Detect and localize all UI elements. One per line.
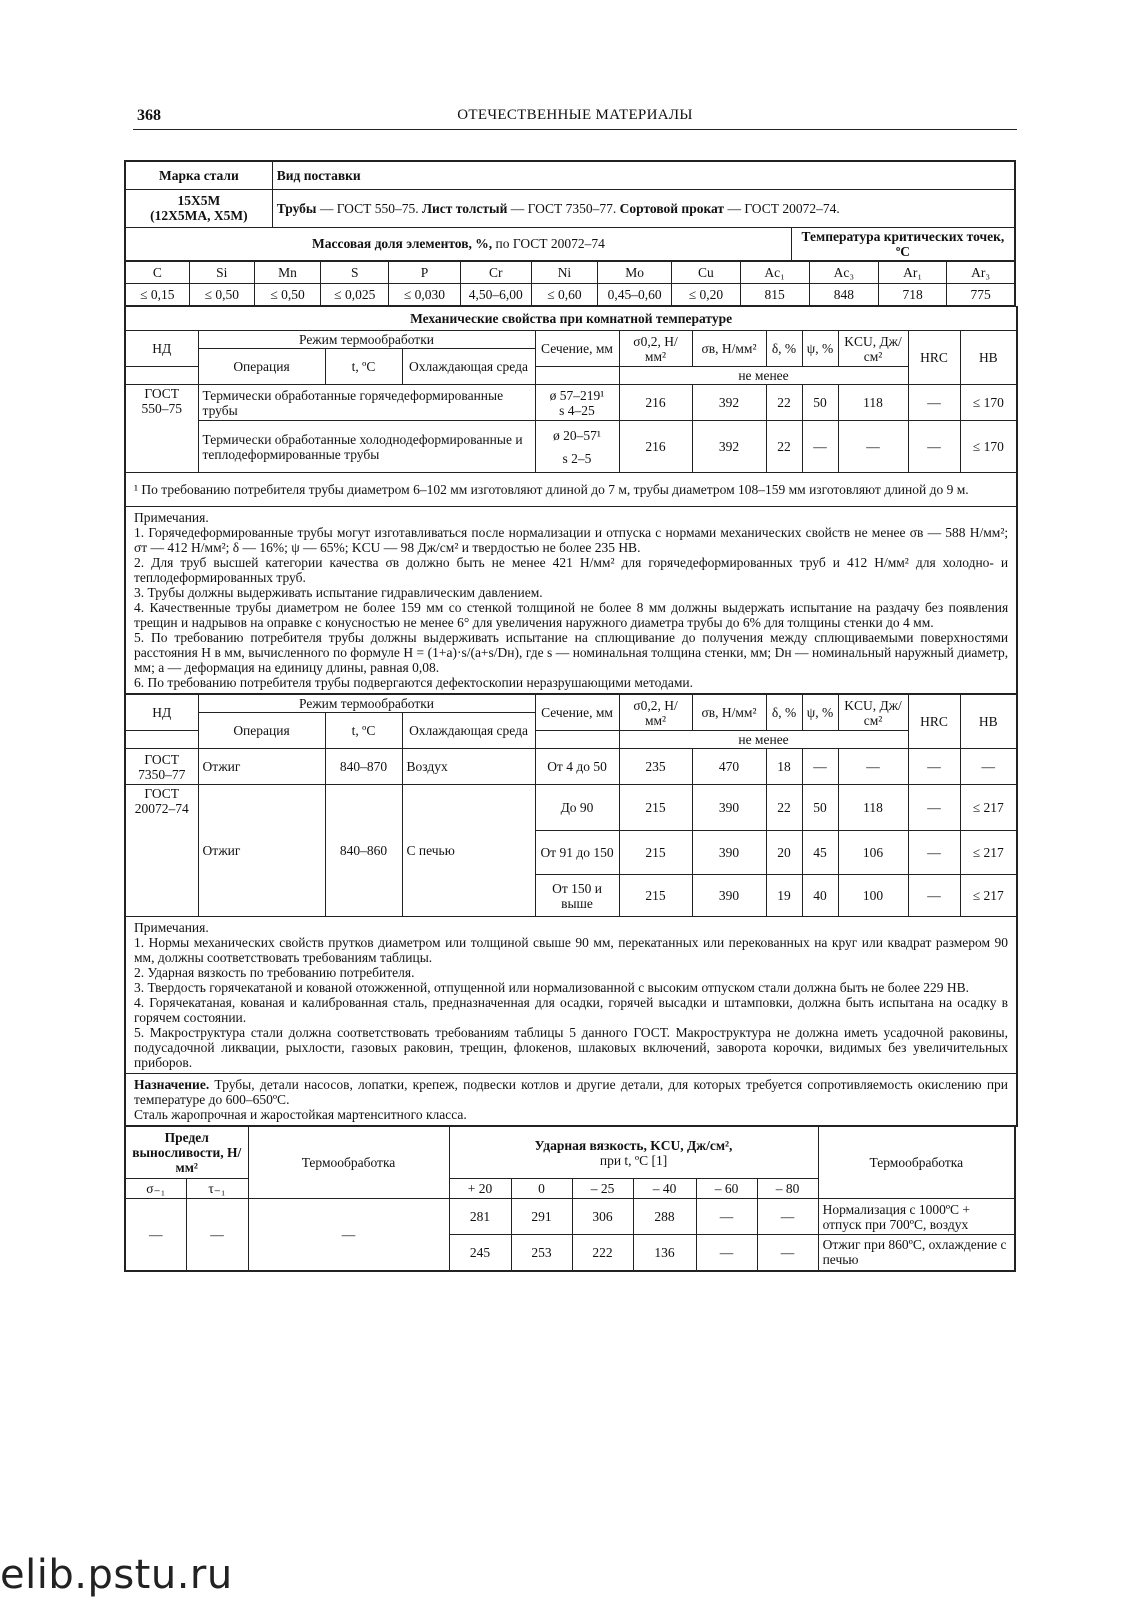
col-hb: НВ [960, 695, 1017, 749]
page-number: 368 [137, 107, 161, 124]
row-delta: 20 [766, 831, 802, 875]
note-line: Примечания. [134, 510, 209, 525]
tau-header: τ₋₁ [186, 1179, 248, 1199]
note-line: 3. Твердость горячекатаной и кованой отожженной, отпущенной или нормализованной с высоким отпуском стали должна быть не более 229 НВ. [134, 980, 970, 995]
page-header [133, 107, 1017, 130]
element-header: Ni [531, 262, 597, 284]
grade-label: Марка стали [125, 161, 272, 189]
note-line: 4. Горячекатаная, кованая и калиброванная сталь, предназначенная для осадки, горячей высадки и штамповки, должна быть испытана на осадку в горячем состоянии. [134, 995, 1009, 1025]
element-value: 0,45–0,60 [598, 284, 672, 306]
col-mode: Режим термообработки [198, 331, 535, 349]
col-section: Сечение, мм [535, 331, 619, 367]
element-header: C [125, 262, 189, 284]
mech-title: Механические свойства при комнатной температуре [125, 307, 1017, 331]
temp-header: 0 [511, 1179, 572, 1199]
row-kcu: 118 [838, 385, 908, 421]
element-header: S [321, 262, 389, 284]
row-psi: — [802, 421, 838, 473]
element-header: P [389, 262, 460, 284]
col-sb: σв, Н/мм² [692, 695, 766, 731]
element-header: Si [189, 262, 254, 284]
row-hb: ≤ 170 [960, 385, 1017, 421]
note-line: 4. Качественные трубы диаметром не более 159 мм со стенкой толщиной не более 8 мм должны выдержать испытание на раздачу без появления трещин и надрывов на оправке с конусностью не менее 6° для увеличения наружного диаметра трубы до 6% для толщины стенки до 4 мм. [134, 600, 1009, 630]
row-hrc: — [908, 875, 960, 917]
row-section: До 90 [535, 785, 619, 831]
col-cooling: Охлаждающая среда [402, 349, 535, 385]
element-value: ≤ 0,50 [189, 284, 254, 306]
kcu-value: — [696, 1199, 757, 1235]
row-cooling: С печью [402, 785, 535, 917]
heat-treatment-header-2: Термообработка [818, 1127, 1015, 1199]
row-kcu: — [838, 749, 908, 785]
row-cooling: Воздух [402, 749, 535, 785]
critical-points-title: Температура критических точек, ºС [791, 227, 1015, 261]
element-value: ≤ 0,20 [672, 284, 740, 306]
fatigue-limit-header: Предел выносливости, Н/мм² [125, 1127, 248, 1179]
col-operation: Операция [198, 713, 325, 749]
col-nd: НД [125, 331, 198, 367]
kcu-value: 136 [633, 1235, 696, 1271]
row-section: ø 20–57¹ s 2–5 [535, 421, 619, 473]
heat-treatment-value: Нормализация с 1000ºС + отпуск при 700ºС, воздух [818, 1199, 1015, 1235]
element-value: ≤ 0,60 [531, 284, 597, 306]
footnote: ¹ По требованию потребителя трубы диаметром 6–102 мм изготовляют длиной до 7 м, трубы диаметром 108–159 мм изготовляют длиной до 9 м. [125, 473, 1017, 507]
crit-point-header: Ar₃ [947, 262, 1015, 284]
row-section: От 150 и выше [535, 875, 619, 917]
element-header: Cu [672, 262, 740, 284]
note-line: 1. Нормы механических свойств прутков диаметром или толщиной свыше 90 мм, перекатанных или перекованных на круг или квадрат размером 90 мм, должны соответствовать требованиям таблицы. [134, 935, 1009, 965]
col-temp: t, ºС [325, 713, 402, 749]
note-line: 5. По требованию потребителя трубы должны выдерживать испытание на сплющивание до получения между сплющиваемыми поверхностями расстояния H в мм, вычисленного по формуле H = (1+a)·s/(a+s/Dн), где s — номинальная толщина стенки, мм; Dн — номинальный наружный диаметр, мм; a — деформация на единицу длины, равная 0,08. [134, 630, 1009, 675]
row-hrc: — [908, 831, 960, 875]
nd-cell: ГОСТ 7350–77 [125, 749, 198, 785]
row-s02: 215 [619, 875, 692, 917]
grade-name: 15Х5М (12Х5МА, Х5М) [125, 189, 272, 227]
min-label: не менее [619, 731, 908, 749]
element-value: ≤ 0,15 [125, 284, 189, 306]
row-psi: — [802, 749, 838, 785]
kcu-value: — [757, 1235, 818, 1271]
row-sb: 390 [692, 831, 766, 875]
purpose: Назначение. Трубы, детали насосов, лопатки, крепеж, подвески котлов и другие детали, для которых требуется сопротивляемость окислению при температуре до 600–650ºС. Сталь жаропрочная и жаростойкая мартенситного класса. [125, 1074, 1017, 1127]
kcu-value: 291 [511, 1199, 572, 1235]
crit-point-header: Ac₁ [740, 262, 809, 284]
steel-data-table [124, 160, 1016, 262]
crit-point-value: 775 [947, 284, 1015, 306]
col-nd: НД [125, 695, 198, 731]
nd-cell: ГОСТ 20072–74 [125, 785, 198, 917]
row-hrc: — [908, 421, 960, 473]
row-s02: 215 [619, 785, 692, 831]
col-delta: δ, % [766, 331, 802, 367]
row-kcu: 100 [838, 875, 908, 917]
heat-treatment-header: Термообработка [248, 1127, 449, 1199]
row-delta: 22 [766, 785, 802, 831]
row-op: Отжиг [198, 785, 325, 917]
min-label: не менее [619, 367, 908, 385]
row-hb: ≤ 170 [960, 421, 1017, 473]
row-hrc: — [908, 785, 960, 831]
row-delta: 22 [766, 385, 802, 421]
note-line: Примечания. [134, 920, 209, 935]
kcu-value: 245 [449, 1235, 511, 1271]
element-value: ≤ 0,50 [254, 284, 320, 306]
temp-header: – 80 [757, 1179, 818, 1199]
col-psi: ψ, % [802, 695, 838, 731]
row-temp: 840–860 [325, 785, 402, 917]
row-delta: 19 [766, 875, 802, 917]
notes-2 [125, 917, 1017, 1074]
col-sb: σв, Н/мм² [692, 331, 766, 367]
col-cooling: Охлаждающая среда [402, 713, 535, 749]
col-kcu: KCU, Дж/см² [838, 331, 908, 367]
col-delta: δ, % [766, 695, 802, 731]
row-hb: ≤ 217 [960, 831, 1017, 875]
element-value: ≤ 0,025 [321, 284, 389, 306]
row-hrc: — [908, 749, 960, 785]
kcu-value: 306 [572, 1199, 633, 1235]
row-kcu: — [838, 421, 908, 473]
element-value: ≤ 0,030 [389, 284, 460, 306]
temp-header: – 60 [696, 1179, 757, 1199]
element-header: Cr [460, 262, 531, 284]
kcu-value: 288 [633, 1199, 696, 1235]
col-section: Сечение, мм [535, 695, 619, 731]
row-section: ø 57–219¹ s 4–25 [535, 385, 619, 421]
supply-text: Трубы — ГОСТ 550–75. Лист толстый — ГОСТ 7350–77. Сортовой прокат — ГОСТ 20072–74. [272, 189, 1015, 227]
crit-point-header: Ar₁ [878, 262, 946, 284]
row-s02: 216 [619, 385, 692, 421]
note-line: 5. Макроструктура стали должна соответствовать требованиям таблицы 5 данного ГОСТ. Макроструктура не должна иметь усадочной раковины, подусадочной ликвации, рыхлости, газовых раковин, трещин, флокенов, шлаковых включений, заворота корочки, видимых без увеличительных приборов. [134, 1025, 1009, 1070]
row-section: От 4 до 50 [535, 749, 619, 785]
row-s02: 216 [619, 421, 692, 473]
col-mode: Режим термообработки [198, 695, 535, 713]
kcu-header: Ударная вязкость, KCU, Дж/см², при t, ºС [1] [449, 1127, 818, 1179]
composition-title: Массовая доля элементов, %, по ГОСТ 20072–74 [125, 227, 791, 261]
col-hrc: HRC [908, 331, 960, 385]
row-delta: 18 [766, 749, 802, 785]
sigma-value: — [125, 1199, 186, 1271]
row-psi: 45 [802, 831, 838, 875]
watermark: elib.pstu.ru [0, 1552, 233, 1598]
col-hb: НВ [960, 331, 1017, 385]
row-delta: 22 [766, 421, 802, 473]
row-psi: 50 [802, 385, 838, 421]
row-hb: — [960, 749, 1017, 785]
row-kcu: 106 [838, 831, 908, 875]
row-hrc: — [908, 385, 960, 421]
temp-header: – 40 [633, 1179, 696, 1199]
col-hrc: HRC [908, 695, 960, 749]
row-temp: 840–870 [325, 749, 402, 785]
row-psi: 50 [802, 785, 838, 831]
kcu-value: 253 [511, 1235, 572, 1271]
mech-props-table [124, 306, 1018, 695]
crit-point-value: 718 [878, 284, 946, 306]
crit-point-value: 815 [740, 284, 809, 306]
row-sb: 390 [692, 785, 766, 831]
row-op: Термически обработанные холоднодеформированные и теплодеформированные трубы [198, 421, 535, 473]
kcu-value: 281 [449, 1199, 511, 1235]
col-temp: t, ºС [325, 349, 402, 385]
row-s02: 215 [619, 831, 692, 875]
kcu-value: — [696, 1235, 757, 1271]
note-line: 6. По требованию потребителя трубы подвергаются дефектоскопии неразрушающими методами. [134, 675, 693, 690]
temp-header: + 20 [449, 1179, 511, 1199]
notes-1 [125, 507, 1017, 695]
col-kcu: KCU, Дж/см² [838, 695, 908, 731]
heat-value: — [248, 1199, 449, 1271]
element-header: Mo [598, 262, 672, 284]
note-line: 1. Горячедеформированные трубы могут изготавливаться после нормализации и отпуска с нормами механических свойств не менее σв — 588 Н/мм²; σт — 412 Н/мм²; δ — 16%; ψ — 65%; KCU — 98 Дж/см² и твердостью не более 235 НВ. [134, 525, 1009, 555]
col-s02: σ0,2, Н/мм² [619, 331, 692, 367]
note-line: 2. Ударная вязкость по требованию потребителя. [134, 965, 415, 980]
row-kcu: 118 [838, 785, 908, 831]
row-op: Термически обработанные горячедеформированные трубы [198, 385, 535, 421]
row-sb: 392 [692, 421, 766, 473]
mech-props-table-2 [124, 694, 1018, 1127]
composition-table [124, 261, 1016, 307]
note-line: 2. Для труб высшей категории качества σв должно быть не менее 421 Н/мм² для горячедеформированных труб и 412 Н/мм² для холодно- и теплодеформированных труб. [134, 555, 1009, 585]
element-header: Mn [254, 262, 320, 284]
crit-point-header: Ac₃ [809, 262, 878, 284]
sigma-header: σ₋₁ [125, 1179, 186, 1199]
impact-table [124, 1126, 1016, 1272]
running-title: ОТЕЧЕСТВЕННЫЕ МАТЕРИАЛЫ [457, 107, 693, 123]
row-section: От 91 до 150 [535, 831, 619, 875]
nd-cell: ГОСТ 550–75 [125, 385, 198, 473]
supply-label: Вид поставки [272, 161, 1015, 189]
row-hb: ≤ 217 [960, 875, 1017, 917]
crit-point-value: 848 [809, 284, 878, 306]
col-psi: ψ, % [802, 331, 838, 367]
row-s02: 235 [619, 749, 692, 785]
temp-header: – 25 [572, 1179, 633, 1199]
row-psi: 40 [802, 875, 838, 917]
element-value: 4,50–6,00 [460, 284, 531, 306]
row-hb: ≤ 217 [960, 785, 1017, 831]
row-sb: 390 [692, 875, 766, 917]
row-sb: 392 [692, 385, 766, 421]
col-s02: σ0,2, Н/мм² [619, 695, 692, 731]
kcu-value: 222 [572, 1235, 633, 1271]
row-op: Отжиг [198, 749, 325, 785]
tau-value: — [186, 1199, 248, 1271]
heat-treatment-value: Отжиг при 860ºС, охлаждение с печью [818, 1235, 1015, 1271]
row-sb: 470 [692, 749, 766, 785]
note-line: 3. Трубы должны выдерживать испытание гидравлическим давлением. [134, 585, 543, 600]
col-operation: Операция [198, 349, 325, 385]
kcu-value: — [757, 1199, 818, 1235]
